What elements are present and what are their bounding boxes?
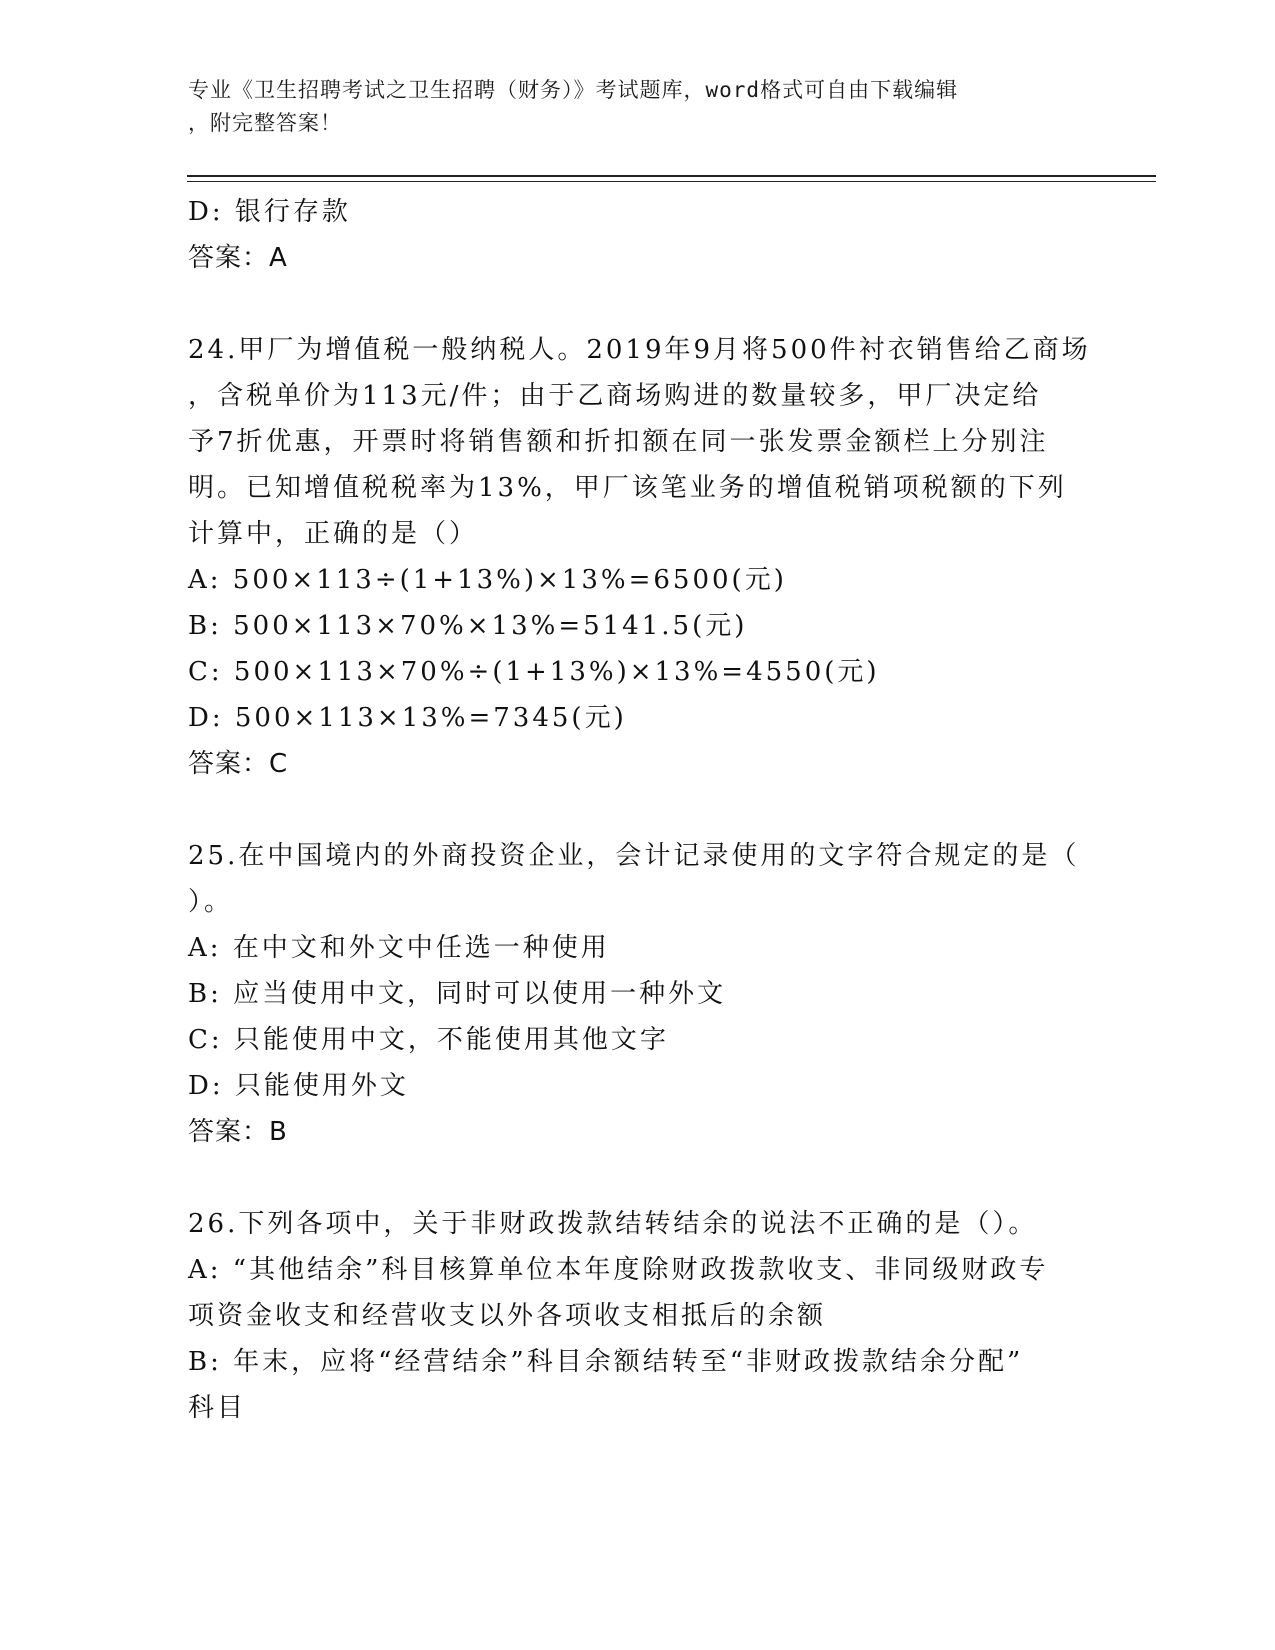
header-divider-thick (187, 175, 1156, 177)
option-d: D: 只能使用外文 (188, 1071, 409, 1101)
question-block-23 (188, 189, 1088, 281)
question-stem-line: 25.在中国境内的外商投资企业，会计记录使用的文字符合规定的是（ (188, 841, 1080, 871)
option-b: B: 应当使用中文，同时可以使用一种外文 (188, 979, 727, 1009)
header-line-2: ，附完整答案！ (188, 111, 342, 135)
header-divider-thin (187, 181, 1156, 182)
header-line-1: 专业《卫生招聘考试之卫生招聘（财务）》考试题库，word格式可自由下载编辑 (188, 78, 959, 102)
option-d: D: 500×113×13%=7345(元) (188, 703, 627, 733)
option-c: C: 500×113×70%÷(1+13%)×13%=4550(元) (188, 657, 880, 687)
question-block-26 (188, 1201, 1088, 1431)
answer-line: 答案：A (188, 243, 288, 273)
spacer (188, 1155, 1088, 1201)
option-a: A: 在中文和外文中任选一种使用 (188, 933, 610, 963)
document-header (188, 74, 1068, 140)
question-stem-line: 计算中，正确的是（） (188, 519, 479, 549)
question-block-24 (188, 327, 1091, 787)
question-stem-line: ，含税单价为113元/件；由于乙商场购进的数量较多，甲厂决定给 (188, 381, 1042, 411)
option-b: B: 500×113×70%×13%=5141.5(元) (188, 611, 748, 641)
spacer (188, 281, 1088, 327)
question-stem-line: 26.下列各项中，关于非财政拨款结转结余的说法不正确的是（）。 (188, 1209, 1038, 1239)
question-stem-line: 24.甲厂为增值税一般纳税人。2019年9月将500件衬衣销售给乙商场 (188, 335, 1091, 365)
question-stem-line: 明。已知增值税税率为13%，甲厂该笔业务的增值税销项税额的下列 (188, 473, 1067, 503)
question-block-25 (188, 833, 1088, 1155)
option-d: D: 银行存款 (188, 197, 351, 227)
option-b-continued: 科目 (188, 1393, 247, 1423)
option-a-continued: 项资金收支和经营收支以外各项收支相抵后的余额 (188, 1301, 827, 1331)
option-a: A: “其他结余”科目核算单位本年度除财政拨款收支、非同级财政专 (188, 1255, 1049, 1285)
option-b: B: 年末，应将“经营结余”科目余额结转至“非财政拨款结余分配” (188, 1347, 1024, 1377)
option-c: C: 只能使用中文，不能使用其他文字 (188, 1025, 669, 1055)
answer-line: 答案：B (188, 1117, 288, 1147)
answer-line: 答案：C (188, 749, 289, 779)
question-stem-line: 予7折优惠，开票时将销售额和折扣额在同一张发票金额栏上分别注 (188, 427, 1049, 457)
spacer (188, 787, 1088, 833)
question-stem-line: ）。 (188, 887, 234, 917)
question-content (188, 189, 1091, 1431)
option-a: A: 500×113÷(1+13%)×13%=6500(元) (188, 565, 787, 595)
